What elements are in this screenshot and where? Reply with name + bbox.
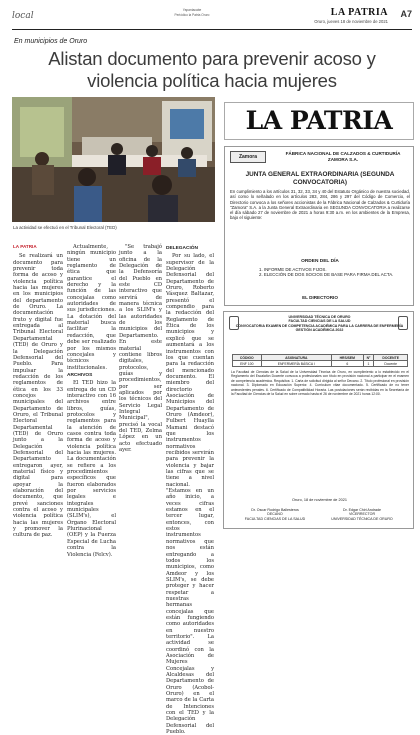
ad-uni-signature-left: Dr. Oscar Rodrigo Ballesteros DECANO FACULTAD CIENCIAS DE LA SALUD bbox=[244, 508, 306, 521]
article-paragraph: El TED hizo la entrega de un CD interactivo con 16 archivos entre libros, guías, protocolos y reglamentos para la atención de casos contra toda forma de acoso y violencia política hacia las mujeres. La documentación se refiere a los procedimientos específicos que fueron elaborados por servicios legales e integrales municipales (SLIM's), el Órgano Electoral Plurinacional (OEP) y la Fuerza Especial de Lucha contra la Violencia (Felcv). bbox=[67, 380, 116, 558]
zamora-logo: Zamora bbox=[230, 151, 266, 163]
table-header-cell: DOCENTE bbox=[374, 355, 408, 361]
ad-uni-body: La Facultad de Ciencias de la Salud de la Universidad Técnica de Oruro, en cumplimiento a lo establecido en el Reglamento del Escalafón Docente convoca a profesionales con título en provisión nacional a participar en el examen de competencia académica. Requisitos: 1. Carta de solicitud dirigida al señor Decano. 2. Título profesional en provisión nacional. 3. Diplomado en Educación Superior. 4. Curriculum vitae documentado. 5. Certificado de no tener antecedentes penales. 6. Certificado de Compatibilidad Horaria. Las postulaciones serán recibidas en la Secretaría de la Facultad de Ciencias de la Salud en sobre cerrado hasta el 26 de noviembre de 2021 horas 12:00. bbox=[231, 370, 409, 397]
ad-orden-item: 1. INFORME DE ACTIVOS FIJOS. bbox=[259, 267, 327, 272]
table-cell: Docente bbox=[374, 361, 408, 367]
table-cell: ENFERMERÍA BÁSICA I bbox=[261, 361, 331, 367]
table-header-cell: ASIGNATURA bbox=[261, 355, 331, 361]
logo-text: LA PATRIA bbox=[245, 106, 393, 135]
table-row bbox=[233, 361, 408, 367]
article-photo bbox=[12, 97, 215, 222]
header-date: Oruro, jueves 18 de noviembre de 2021 bbox=[314, 19, 388, 24]
caption-credit: (TED) bbox=[105, 225, 117, 230]
ad-uni-signature-right: Dr. Edgar Chiri Andrade VICERRECTOR UNIVERSIDAD TÉCNICA DE ORURO bbox=[331, 508, 393, 521]
table-header-cell: N° bbox=[363, 355, 374, 361]
ad-universidad bbox=[223, 311, 414, 529]
ad-orden-title: ORDEN DEL DÍA bbox=[301, 259, 339, 264]
ad-orden-list bbox=[259, 267, 399, 278]
ad-uni-table bbox=[232, 354, 408, 367]
ad-orden-item: 2. ELECCIÓN DE DOS SOCIOS DE BASE PARA FIRMA DEL ACTA. bbox=[259, 272, 394, 278]
header-brand: LA PATRIA bbox=[330, 7, 388, 18]
article-column-3 bbox=[119, 244, 162, 453]
table-cell: 6 bbox=[332, 361, 364, 367]
article-column-2 bbox=[67, 244, 116, 558]
article-headline: Alistan documento para prevenir acoso y violencia política hacia mujeres bbox=[48, 48, 376, 91]
article-kicker: En municipios de Oruro bbox=[14, 38, 88, 45]
ad-uni-date: Oruro, 18 de noviembre de 2021 bbox=[292, 498, 347, 502]
article-subhead-delegacion: DELEGACIÓN bbox=[166, 246, 198, 251]
ad-signature: EL DIRECTORIO bbox=[302, 295, 338, 300]
ad-title: JUNTA GENERAL EXTRAORDINARIA (SEGUNDA CONVOCATORIA) bbox=[245, 171, 395, 186]
header-center-line1: Yapantacabe bbox=[182, 8, 202, 12]
caption-text: La actividad se efectuó en el Tribunal Electoral bbox=[13, 225, 104, 230]
section-label: local bbox=[12, 11, 34, 21]
ad-org-name: FÁBRICA NACIONAL DE CALZADOS & CURTIDURÍA ZAMORA S.A. bbox=[285, 151, 401, 162]
table-cell: 1 bbox=[363, 361, 374, 367]
page-header bbox=[12, 6, 412, 30]
ad-uni-heading: UNIVERSIDAD TÉCNICA DE ORURO FACULTAD CIENCIAS DE LA SALUD CONVOCATORIA EXAMEN DE COMPETENCIA ACADÉMICA PARA LA CARRERA DE ENFERMERÍA GESTIÓN ACADÉMICA 2022 bbox=[235, 315, 404, 332]
article-paragraph: Por su lado, el supervisor de la Delegación Defensorial del Departamento de Oruro, Roberto Vásquez Baltazar, presentó el compendio para la redacción del Reglamento de Ética de los municipios y explicó que se aumentará a los instrumentos con los que cuentan para la redacción del mencionado documento. El miembro del directorio Asociación de Municipios del Departamento de Oruro (Amdeor), Fulbert Huaylla Mamani destacó que los instrumentos normativos recibidos servirán para prevenir la violencia y bajar las cifras que se tiene a nivel nacional. "Estamos en un año inicio, a veces cifras estamos en el tercer lugar, entonces, con estos instrumentos normativos que nos están entregando a todos los municipios, como Amdeor y los SLIM's, se debe proteger y hacer respetar a nuestras hermanas concejalas que están fungiendo como autoridades en nuestro territorio". La actividad se coordinó con la Asociación de Mujeres Concejalas y Alcaldesas del Departamento de Oruro (Acobol-Oruro) en el marco de la Carta de Intenciones con el TED y la Delegación Defensorial del Pueblo. bbox=[166, 253, 214, 735]
article-subhead-archivos: ARCHIVOS bbox=[67, 372, 93, 378]
photo-caption bbox=[13, 225, 218, 230]
header-center-line2: Periódico la Patria Oruro bbox=[174, 13, 210, 17]
article-paragraph: "Se trabajó junto a la oficina de la Delegación de la Defensoría del Pueblo en este CD interactivo que servirá de manera técnica a los SLIM's y las autoridades de los municipios del Departamento. En este material contiene libros digitales, protocolos, guías y procedimientos, por ser aplicados por los técnicos del Servicio Legal Integral Municipal", precisó la vocal del TED, Zelma López en un acto efectuado ayer. bbox=[119, 244, 162, 453]
article-lead: LA PATRIA bbox=[13, 244, 37, 249]
article-column-4 bbox=[166, 244, 214, 735]
ad-body: En cumplimiento a los artículos 31, 32, 33, 34 y 40 del Estatuto Orgánico de nuestra sociedad, así como lo señalado en los artículos 283, 284, 286 y 297 del Código de Comercio, el Directorio convoca a los señores accionistas de la Fábrica Nacional de Calzados & Curtiduría "Zamora" S.A. a la Junta General Extraordinaria en SEGUNDA CONVOCATORIA a realizarse el día sábado 27 de noviembre de 2021 a horas 9:30 a.m. en los ambientes de la Empresa, bajo el siguiente: bbox=[230, 189, 410, 221]
newspaper-logo bbox=[224, 102, 414, 140]
table-header-cell: HRS/SEM bbox=[332, 355, 364, 361]
ad-fabrica-zamora bbox=[224, 146, 414, 306]
header-center-text bbox=[152, 8, 232, 18]
page-number: A7 bbox=[400, 9, 412, 19]
article-column-1 bbox=[13, 244, 63, 539]
article-paragraph: Se realizará un documento para prevenir toda forma de acoso y violencia política hacia las mujeres en los municipios del departamento de Oruro. La documentación fruto y digital fue entregada al Tribunal Electoral Departamental (TED) de Oruro y la Delegación Defensorial del Pueblo. Para impulsar la redacción de los reglamentos de ética en los 33 concejos municipales del Departamento de Oruro, el Tribunal Electoral Departamental (TED) de Oruro junto a la Delegación Defensorial del Departamento entregaron ayer, material físico y digital para apoyar la elaboración del documento, que prevé sanciones contra el acoso y violencia política hacia las mujeres y promover la cultura de paz. bbox=[13, 253, 63, 539]
meeting-photo-illustration bbox=[12, 97, 215, 222]
table-cell: ENF 100 bbox=[233, 361, 262, 367]
article-paragraph: Actualmente, ningún municipio tiene un reglamento de ética que garantice el derecho y la función de las concejalas como autoridades de sus jurisdicciones. La dotación del material busca facilitar la redacción, que debe ser realizado por los mismos concejales y técnicos institucionales. bbox=[67, 244, 116, 371]
table-header-cell: CÓDIGO bbox=[233, 355, 262, 361]
